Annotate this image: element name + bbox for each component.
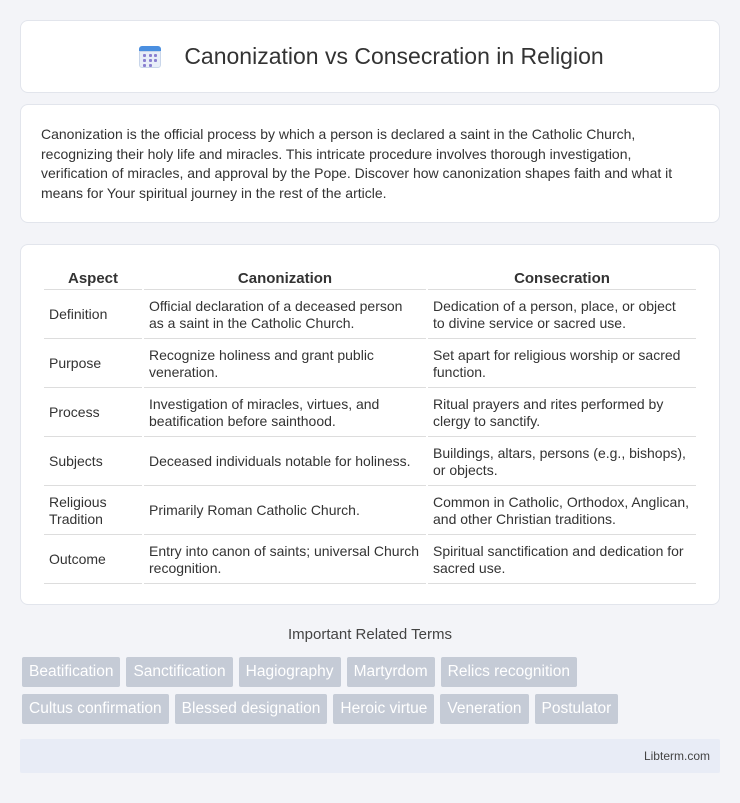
comparison-table (42, 265, 698, 586)
tag-sanctification[interactable]: Sanctification (126, 657, 232, 687)
table-row (44, 341, 696, 388)
header-canonization: Canonization (144, 267, 426, 290)
canonization-cell: Investigation of miracles, virtues, and beatification before sainthood. (144, 390, 426, 437)
related-terms-tags (22, 657, 722, 724)
comparison-table-card (20, 244, 720, 605)
aspect-cell: Definition (44, 292, 142, 339)
consecration-cell: Ritual prayers and rites performed by clergy to sanctify. (428, 390, 696, 437)
footer-site-link[interactable]: Libterm.com (643, 749, 710, 763)
consecration-cell: Spiritual sanctification and dedication for sacred use. (428, 537, 696, 584)
table-row (44, 439, 696, 486)
aspect-cell: Process (44, 390, 142, 437)
consecration-cell: Set apart for religious worship or sacred function. (428, 341, 696, 388)
tag-blessed-designation[interactable]: Blessed designation (175, 694, 328, 724)
aspect-cell: Purpose (44, 341, 142, 388)
tag-beatification[interactable]: Beatification (22, 657, 120, 687)
canonization-cell: Official declaration of a deceased person as a saint in the Catholic Church. (144, 292, 426, 339)
tag-postulator[interactable]: Postulator (535, 694, 619, 724)
tag-heroic-virtue[interactable]: Heroic virtue (333, 694, 434, 724)
consecration-cell: Common in Catholic, Orthodox, Anglican, and other Christian traditions. (428, 488, 696, 535)
calendar-icon (136, 43, 164, 71)
canonization-cell: Entry into canon of saints; universal Church recognition. (144, 537, 426, 584)
header-aspect: Aspect (44, 267, 142, 290)
related-terms-title: Important Related Terms (288, 626, 452, 643)
consecration-cell: Dedication of a person, place, or object to divine service or sacred use. (428, 292, 696, 339)
table-row (44, 292, 696, 339)
consecration-cell: Buildings, altars, persons (e.g., bishops), or objects. (428, 439, 696, 486)
canonization-cell: Recognize holiness and grant public veneration. (144, 341, 426, 388)
tag-cultus-confirmation[interactable]: Cultus confirmation (22, 694, 169, 724)
intro-text: Canonization is the official process by which a person is declared a saint in the Catholic Church, recognizing their holy life and miracles. This intricate procedure involves thorough investigation, verification of miracles, and approval by the Pope. Discover how canonization shapes faith and what it means for Your spiritual journey in the rest of the article. (41, 126, 673, 201)
canonization-cell: Deceased individuals notable for holiness. (144, 439, 426, 486)
table-header-row (44, 267, 696, 290)
canonization-cell: Primarily Roman Catholic Church. (144, 488, 426, 535)
header-consecration: Consecration (428, 267, 696, 290)
footer (20, 739, 720, 773)
tag-martyrdom[interactable]: Martyrdom (347, 657, 435, 687)
table-row (44, 488, 696, 535)
table-row (44, 537, 696, 584)
intro-card (20, 104, 720, 223)
title-card (20, 20, 720, 93)
aspect-cell: Outcome (44, 537, 142, 584)
page-title: Canonization vs Consecration in Religion (184, 43, 604, 69)
tag-hagiography[interactable]: Hagiography (239, 657, 341, 687)
aspect-cell: Subjects (44, 439, 142, 486)
tag-relics-recognition[interactable]: Relics recognition (441, 657, 577, 687)
aspect-cell: Religious Tradition (44, 488, 142, 535)
table-row (44, 390, 696, 437)
tag-veneration[interactable]: Veneration (440, 694, 528, 724)
